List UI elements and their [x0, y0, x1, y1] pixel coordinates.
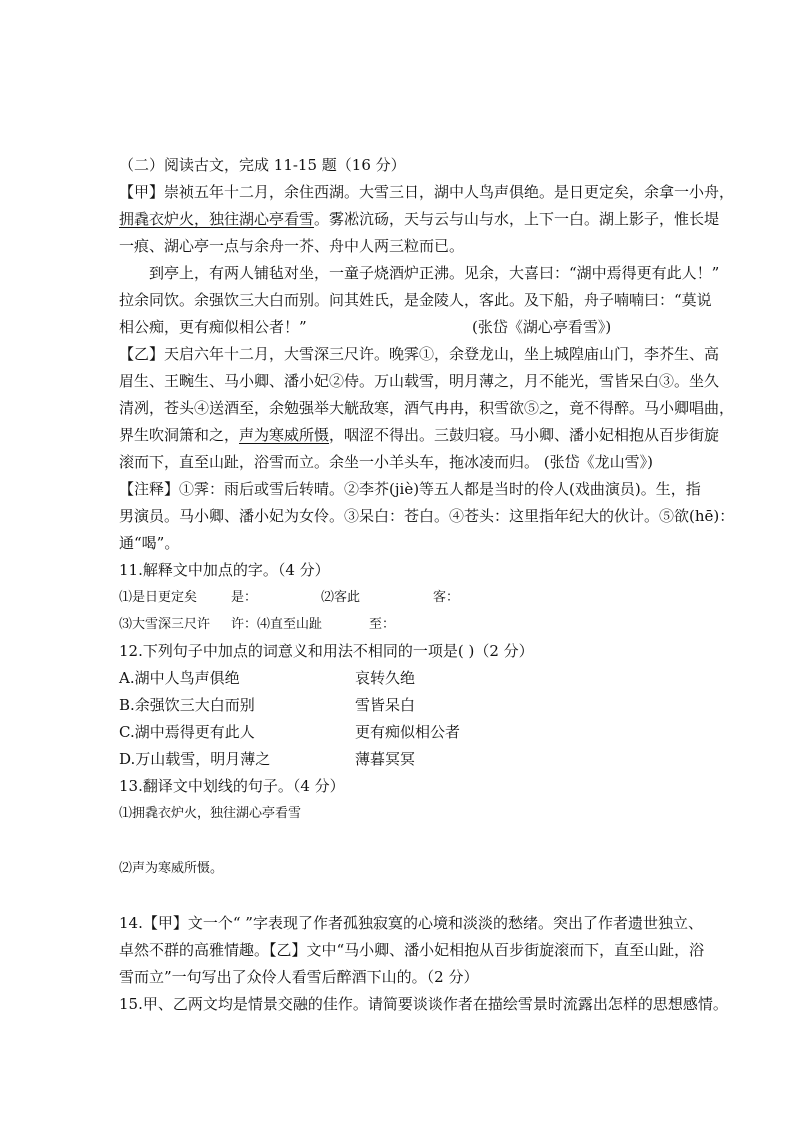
passage-jia-tag: 【甲】 — [119, 183, 165, 201]
q12-stem: 12.下列句子中加点的词意义和用法不相同的一项是( )（2 分） — [119, 642, 534, 660]
q12-option-b: B.余强饮三大白而别 雪皆呆白 — [119, 696, 416, 714]
underlined-sentence-2: 声为寒威所慑 — [239, 426, 330, 444]
q12-option-a: A.湖中人鸟声俱绝 哀转久绝 — [119, 669, 416, 687]
q13-sentence-1: ⑴拥毳衣炉火，独往湖心亭看雪 — [119, 806, 302, 821]
q14-line-1: 14.【甲】文一个“ ”字表现了作者孤独寂寞的心境和淡淡的愁绪。突出了作者遗世独立、 — [119, 914, 703, 932]
answer-space-1 — [119, 827, 707, 855]
q12-option-c: C.湖中焉得更有此人 更有痴似相公者 — [119, 723, 461, 741]
q11-stem: 11.解释文中加点的字。（4 分） — [119, 561, 330, 579]
section-heading: （二）阅读古文，完成 11-15 题（16 分） — [119, 156, 406, 174]
notes-line-1: 【注释】①霁：雨后或雪后转晴。②李芥(jiè)等五人都是当时的伶人(戏曲演员)。生，指 — [119, 480, 701, 498]
underlined-sentence-1: 拥毳衣炉火，独往湖心亭看雪 — [119, 210, 315, 228]
passage-jia-line-6: 相公痴，更有痴似相公者！” (张岱《湖心亭看雪》) — [119, 314, 707, 341]
passage-yi-line-2: 眉生、王畹生、马小卿、潘小妃②侍。万山载雪，明月薄之，月不能光，雪皆呆白③。坐久 — [119, 372, 720, 390]
q11-row-2: ⑶大雪深三尺许 许：⑷直至山趾 至： — [119, 617, 396, 632]
q13-sentence-2: ⑵声为寒威所慑。 — [119, 861, 224, 876]
q11-row-1: ⑴是日更定矣 是： ⑵客此 客： — [119, 590, 460, 605]
passage-jia-line-4: 到亭上，有两人铺毡对坐，一童子烧酒炉正沸。见余，大喜曰：“湖中焉得更有此人！” — [149, 264, 720, 282]
q13-stem: 13.翻译文中划线的句子。（4 分） — [119, 777, 345, 795]
q14-line-3: 雪而立”一句写出了众伶人看雪后醉酒下山的。（2 分） — [119, 968, 479, 986]
notes-line-2: 男演员。马小卿、潘小妃为女伶。③呆白：苍白。④苍头：这里指年纪大的伙计。⑤欲(hē)： — [119, 507, 735, 525]
passage-yi-line-1: 【乙】天启六年十二月，大雪深三尺许。晚霁①，余登龙山，坐上城隍庙山门，李芥生、高 — [119, 345, 720, 363]
notes-line-3: 通“喝”。 — [119, 534, 180, 552]
exam-page — [119, 152, 735, 1018]
q14-line-2: 卓然不群的高雅情趣。【乙】文中“马小卿、潘小妃相抱从百步街旋滚而下，直至山趾，浴 — [119, 941, 705, 959]
passage-jia-line-1: 【甲】崇祯五年十二月，余住西湖。大雪三日，湖中人鸟声俱绝。是日更定矣，余拿一小舟， — [119, 183, 735, 201]
notes-tag: 【注释】 — [119, 480, 180, 498]
passage-jia-line-2: 拥毳衣炉火，独往湖心亭看雪。雾凇沆砀，天与云与山与水，上下一白。湖上影子，惟长堤 — [119, 210, 720, 228]
passage-jia-source: (张岱《湖心亭看雪》) — [472, 318, 612, 336]
passage-jia-line-3: 一痕、湖心亭一点与余舟一芥、舟中人两三粒而已。 — [119, 237, 465, 255]
passage-yi-tag: 【乙】 — [119, 345, 165, 363]
passage-yi-line-4: 界生吹洞箫和之，声为寒威所慑，咽涩不得出。三鼓归寝。马小卿、潘小妃相抱从百步街旋 — [119, 426, 720, 444]
passage-jia-line-5: 拉余同饮。余强饮三大白而别。问其姓氏，是金陵人，客此。及下船，舟子喃喃曰：“莫说 — [119, 291, 712, 309]
answer-space-2 — [119, 882, 707, 910]
q12-option-d: D.万山载雪，明月薄之 薄暮冥冥 — [119, 750, 416, 768]
passage-yi-line-5: 滚而下，直至山趾，浴雪而立。余坐一小羊头车，拖冰凌而归。 (张岱《龙山雪》) — [119, 453, 653, 471]
passage-yi-line-3: 清冽，苍头④送酒至，余勉强举大觥敌寒，酒气冉冉，积雪欲⑤之，竟不得醉。马小卿唱曲， — [119, 399, 735, 417]
q15-line-1: 15.甲、乙两文均是情景交融的佳作。请简要谈谈作者在描绘雪景时流露出怎样的思想感情。 — [119, 995, 728, 1013]
